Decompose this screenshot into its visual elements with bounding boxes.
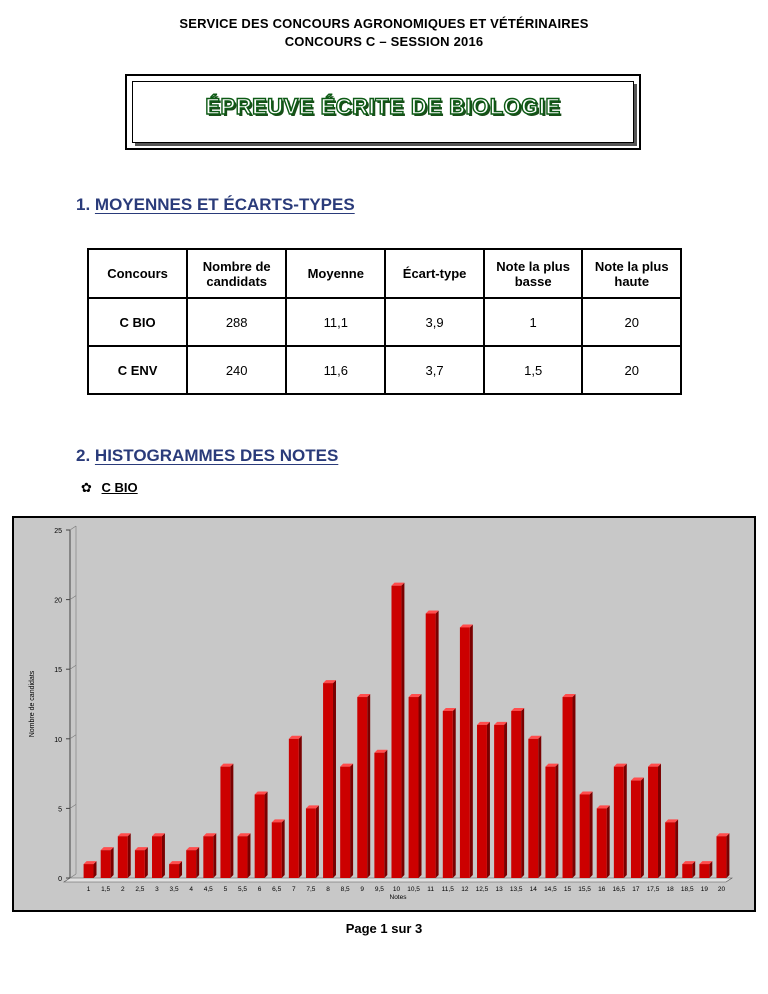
y-tick-label: 10: [54, 736, 62, 744]
x-tick-label: 7: [292, 886, 296, 893]
bar: [511, 711, 521, 878]
x-tick-label: 2,5: [135, 886, 145, 893]
page-footer: Page 1 sur 3: [345, 921, 423, 936]
table-cell: 3,9: [385, 298, 484, 346]
bar-side: [282, 819, 285, 878]
bar: [699, 864, 709, 878]
bar-side: [487, 722, 490, 878]
subsection-heading: [81, 480, 138, 496]
x-tick-label: 1,5: [101, 886, 111, 893]
x-tick-label: 14,5: [544, 886, 557, 893]
bar-side: [196, 847, 199, 878]
x-tick-label: 1: [86, 886, 91, 893]
bar: [272, 822, 282, 878]
bar: [460, 627, 470, 878]
x-tick-label: 5,5: [237, 886, 248, 893]
y-tick-label: 25: [54, 528, 62, 535]
bar-side: [658, 764, 661, 878]
bar: [238, 836, 248, 878]
bar: [597, 808, 607, 878]
bar-side: [213, 833, 216, 878]
x-tick-label: 12: [461, 886, 469, 893]
stats-table: [87, 248, 682, 395]
flower-bullet-icon: ✿: [81, 480, 92, 495]
table-row: [88, 346, 681, 394]
bar: [374, 753, 384, 878]
bar-side: [419, 694, 422, 878]
x-tick-label: 6: [257, 886, 262, 893]
x-tick-label: 17: [632, 886, 640, 893]
chart-floor: [64, 878, 732, 882]
x-tick-label: 10: [392, 886, 401, 893]
bar: [84, 864, 94, 878]
header-line-2: CONCOURS C – SESSION 2016: [284, 34, 484, 49]
x-tick-label: 9,5: [374, 886, 384, 893]
bar-side: [128, 833, 131, 878]
bar: [409, 697, 419, 878]
bar: [306, 808, 316, 878]
bar-side: [521, 708, 524, 878]
bar: [665, 822, 675, 878]
bar-side: [675, 819, 678, 878]
bar-side: [111, 847, 114, 878]
bar: [426, 614, 436, 878]
y-tick-label: 20: [54, 597, 62, 605]
bar: [118, 836, 128, 878]
x-tick-label: 3,5: [169, 886, 179, 893]
bar: [545, 767, 555, 878]
bar: [220, 767, 230, 878]
x-tick-label: 4: [189, 886, 193, 893]
bar: [682, 864, 692, 878]
bar-side: [641, 778, 644, 878]
x-tick-label: 16: [598, 886, 606, 893]
bar: [716, 836, 726, 878]
bar-side: [555, 764, 558, 878]
x-tick-label: 4,5: [203, 886, 213, 893]
x-tick-label: 5: [223, 886, 228, 893]
x-tick-label: 9: [360, 886, 365, 893]
x-tick-label: 12,5: [475, 886, 489, 893]
table-header-cell: Nombre de candidats: [187, 249, 286, 298]
bar: [135, 850, 145, 878]
bar-side: [265, 791, 268, 878]
bar-side: [384, 750, 387, 878]
x-tick-label: 11: [427, 886, 435, 893]
x-tick-label: 7,5: [306, 886, 316, 893]
bar: [357, 697, 367, 878]
table-header-cell: Note la plus haute: [582, 249, 681, 298]
bar-side: [230, 764, 233, 878]
bar: [494, 725, 504, 878]
bar-side: [453, 708, 456, 878]
table-cell: C BIO: [88, 298, 187, 346]
x-tick-label: 11,5: [441, 886, 454, 893]
bar-side: [590, 791, 593, 878]
bar-side: [504, 722, 507, 878]
table-header-cell: Moyenne: [286, 249, 385, 298]
header-line-1: SERVICE DES CONCOURS AGRONOMIQUES ET VÉTÉRINAIRES: [179, 16, 589, 31]
table-cell: 240: [187, 346, 286, 394]
x-tick-label: 10,5: [407, 886, 420, 893]
bar-side: [316, 805, 319, 878]
table-cell: 1,5: [484, 346, 583, 394]
x-tick-label: 18,5: [680, 886, 694, 893]
bar: [203, 836, 213, 878]
histogram-chart: [12, 516, 756, 912]
bar-side: [350, 764, 353, 878]
x-tick-label: 20: [717, 886, 726, 893]
bar-side: [624, 764, 627, 878]
x-axis-label: Notes: [389, 894, 407, 901]
bar: [289, 739, 299, 878]
table-header-cell: Écart-type: [385, 249, 484, 298]
bar-side: [726, 833, 729, 878]
table-cell: 1: [484, 298, 583, 346]
x-tick-label: 13,5: [509, 886, 523, 893]
x-tick-label: 16,5: [612, 886, 626, 893]
x-tick-label: 17,5: [646, 886, 660, 893]
bar-side: [538, 736, 541, 878]
table-row: [88, 298, 681, 346]
table-cell: 11,1: [286, 298, 385, 346]
title-box: [125, 74, 641, 150]
page-title: ÉPREUVE ÉCRITE DE BIOLOGIE: [205, 94, 561, 119]
bar: [340, 767, 350, 878]
table-cell: 20: [582, 346, 681, 394]
bar: [648, 767, 658, 878]
bar: [443, 711, 453, 878]
x-tick-label: 15: [563, 886, 572, 893]
bar: [169, 864, 179, 878]
x-tick-label: 8: [326, 886, 330, 893]
bar-side: [436, 611, 439, 878]
bar-side: [607, 805, 610, 878]
bar-side: [247, 833, 250, 878]
bar-side: [470, 624, 473, 878]
table-cell: 3,7: [385, 346, 484, 394]
subsection-label: C BIO: [101, 480, 138, 495]
bar: [477, 725, 487, 878]
bar: [255, 794, 265, 878]
bar: [323, 683, 333, 878]
y-tick-label: 5: [58, 806, 62, 814]
bar: [563, 697, 573, 878]
table-cell: 20: [582, 298, 681, 346]
table-header-cell: Note la plus basse: [484, 249, 583, 298]
bar: [614, 767, 624, 878]
section-2-label: HISTOGRAMMES DES NOTES: [94, 446, 339, 465]
x-tick-label: 14: [529, 886, 537, 893]
y-tick-label: 0: [58, 876, 62, 883]
bar-side: [333, 680, 336, 878]
bar: [152, 836, 162, 878]
x-tick-label: 18: [666, 886, 674, 893]
bar-side: [572, 694, 575, 878]
table-cell: C ENV: [88, 346, 187, 394]
y-axis-label: Nombre de candidats: [29, 670, 36, 738]
x-tick-label: 8,5: [340, 886, 350, 893]
table-header-cell: Concours: [88, 249, 187, 298]
bar: [580, 794, 590, 878]
table-cell: 11,6: [286, 346, 385, 394]
bar: [186, 850, 196, 878]
section-1-heading: [76, 195, 355, 215]
x-tick-label: 2: [120, 886, 125, 893]
table-header-row: [88, 249, 681, 298]
table-cell: 288: [187, 298, 286, 346]
y-tick-label: 15: [54, 667, 62, 675]
section-2-number: 2.: [76, 446, 91, 465]
bar: [631, 781, 641, 878]
section-2-heading: [76, 446, 338, 466]
x-tick-label: 3: [155, 886, 159, 893]
bar-side: [401, 583, 404, 878]
bar-side: [162, 833, 165, 878]
bar-side: [299, 736, 302, 878]
section-1-label: MOYENNES ET ÉCARTS-TYPES: [94, 195, 355, 214]
bar: [101, 850, 111, 878]
x-tick-label: 6,5: [272, 886, 282, 893]
section-1-number: 1.: [76, 195, 91, 214]
x-tick-label: 13: [495, 886, 503, 893]
bar: [528, 739, 538, 878]
bar: [391, 586, 401, 878]
bar-side: [367, 694, 370, 878]
x-tick-label: 15,5: [578, 886, 591, 893]
bar-side: [145, 847, 148, 878]
x-tick-label: 19: [700, 886, 708, 893]
